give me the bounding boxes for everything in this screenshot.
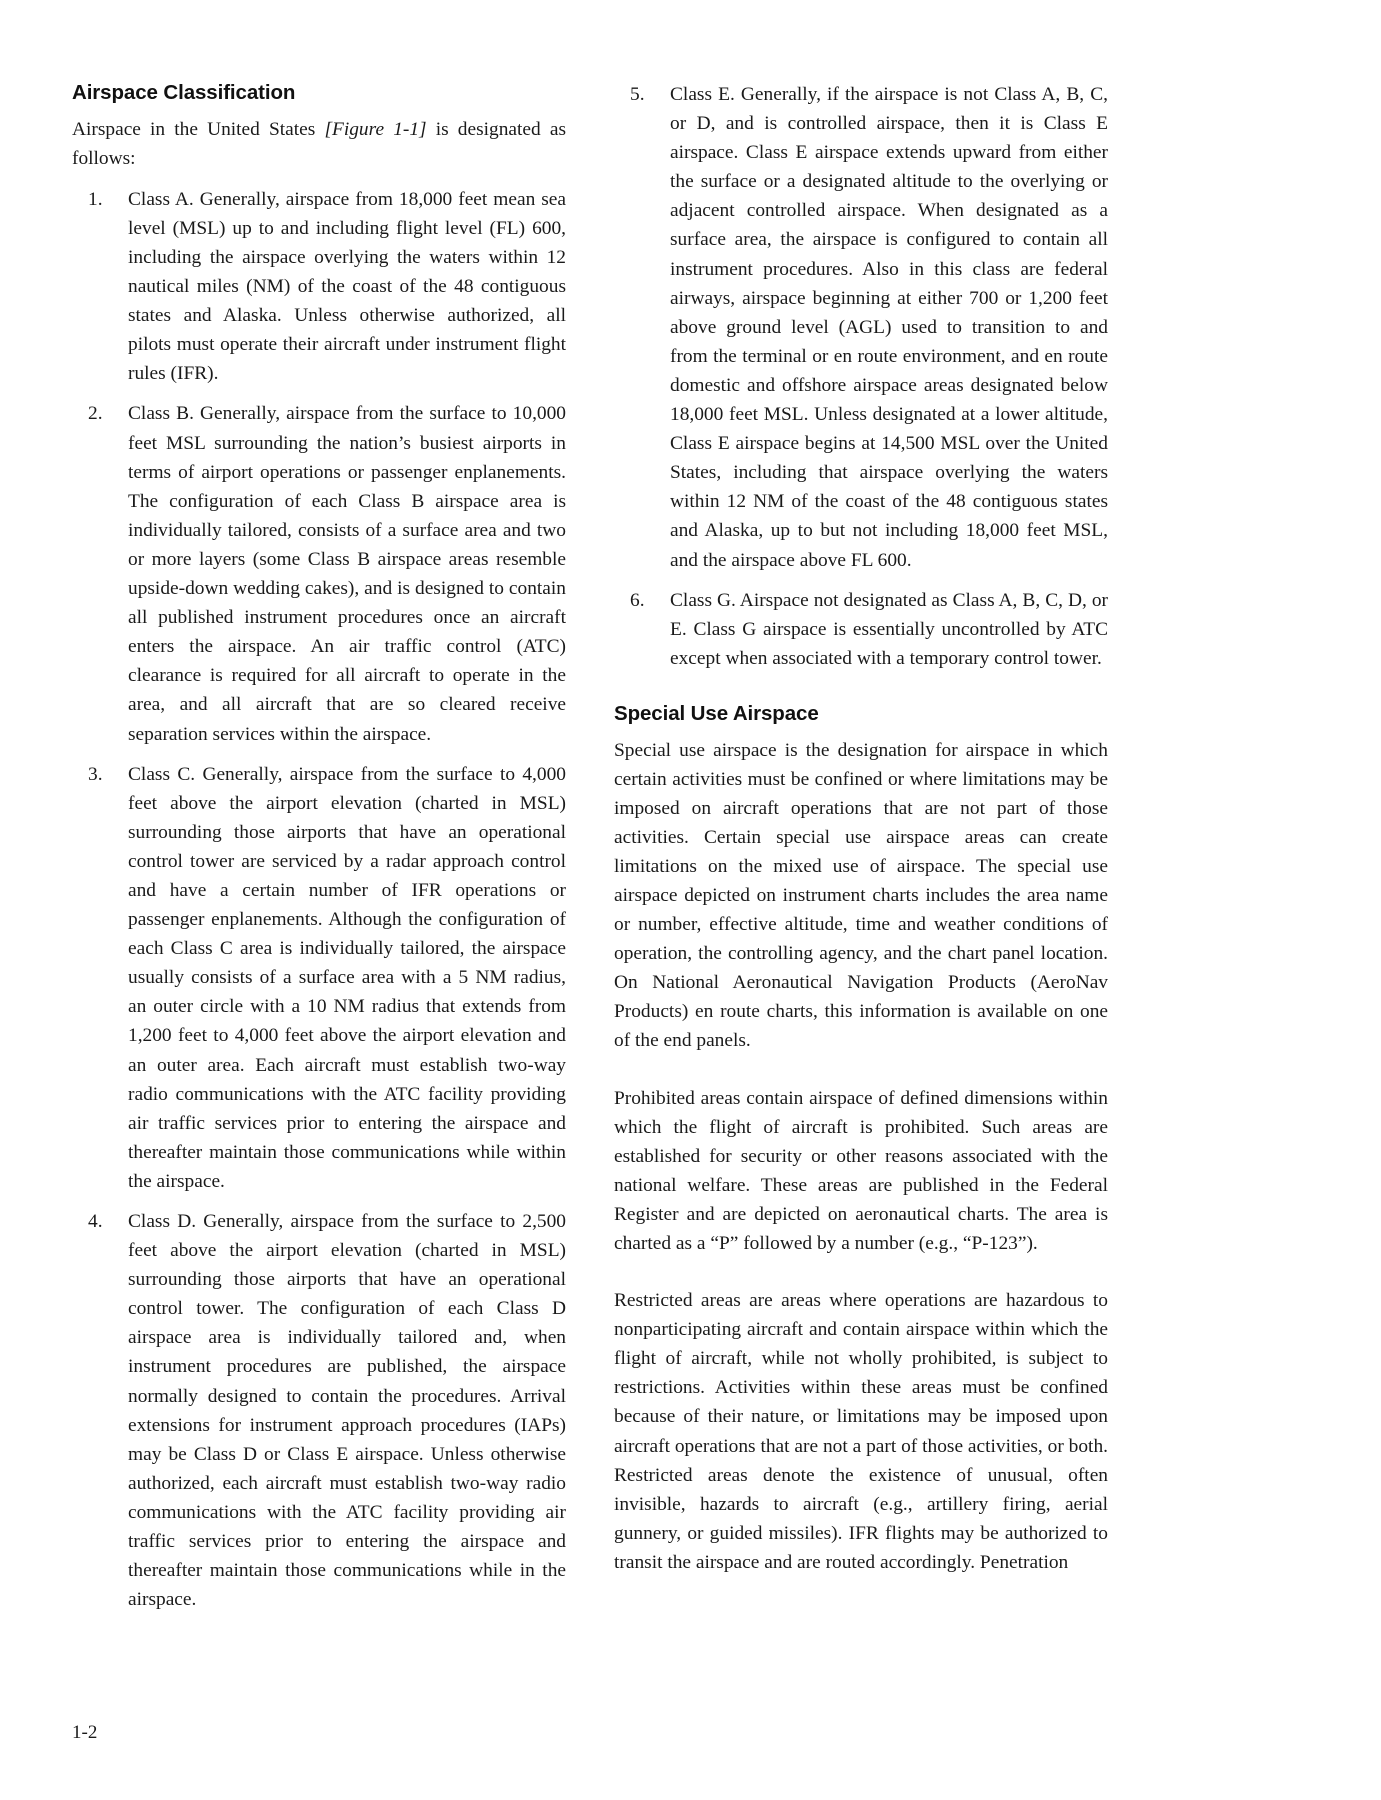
page-number: 1-2 xyxy=(72,1722,98,1743)
intro-text-after-figure-reference: is designated as follows: xyxy=(72,118,567,169)
figure-reference: [Figure 1-1] xyxy=(324,118,427,140)
list-item xyxy=(72,1207,566,1614)
list-item-text: Class B. Generally, airspace from the surface to 10,000 feet MSL surrounding the nation’s busiest airports in terms of airport operations or passenger enplanements. The configuration of each Class B airspace area is individually tailored, consists of a surface area and two or more layers (some Class B airspace areas resemble upside-down wedding cakes), and is designed to contain all published instrument procedures once an aircraft enters the airspace. An air traffic control (ATC) clearance is required for all aircraft to operate in the area, and all aircraft that are so cleared receive separation services within the airspace. xyxy=(128,403,566,745)
special-use-airspace-heading: Special Use Airspace xyxy=(614,701,819,725)
list-item xyxy=(72,185,566,389)
list-item-marker: 6. xyxy=(630,589,645,611)
list-item xyxy=(614,80,1108,575)
list-item-text: Class E. Generally, if the airspace is not Class A, B, C, or D, and is controlled airspace, then it is Class E airspace. Class E airspace extends upward from either the surface or a designated altitude to the overlying or adjacent controlled airspace. When designated as a surface area, the airspace is configured to contain all instrument procedures. Also in this class are federal airways, airspace beginning at either 700 or 1,200 feet above ground level (AGL) used to transition to and from the terminal or en route environment, and en route domestic and offshore airspace areas designated below 18,000 feet MSL. Unless designated at a lower altitude, Class E airspace begins at 14,500 MSL over the United States, including that airspace overlying the waters within 12 NM of the coast of the 48 contiguous states and Alaska, up to but not including 18,000 feet MSL, and the airspace above FL 600. xyxy=(670,84,1108,571)
airspace-classification-heading: Airspace Classification xyxy=(72,81,296,104)
left-column xyxy=(72,80,566,1614)
list-item-marker: 4. xyxy=(88,1211,103,1232)
special-use-airspace-paragraph: Special use airspace is the designation for airspace in which certain activities must be confined or where limitations may be imposed on aircraft operations that are not part of those activities. Certain special use airspace areas can create limitations on the mixed use of airspace. The special use airspace depicted on instrument charts includes the area name or number, effective altitude, time and weather conditions of operation, the controlling agency, and the chart panel location. On National Aeronautical Navigation Products (AeroNav Products) en route charts, this information is available on one of the end panels. xyxy=(614,739,1108,1052)
list-item-marker: 1. xyxy=(88,188,103,210)
prohibited-areas-paragraph: Prohibited areas contain airspace of defined dimensions within which the flight of aircraft is prohibited. Such areas are established for security or other reasons associated with the national welfare. These areas are published in the Federal Register and are depicted on aeronautical charts. The area is charted as a “P” followed by a number (e.g., “P-123”). xyxy=(614,1087,1108,1254)
two-column-layout xyxy=(72,80,1309,1614)
airspace-classification-intro xyxy=(72,115,566,173)
list-item xyxy=(614,586,1108,673)
list-item xyxy=(72,399,566,748)
list-item-marker: 5. xyxy=(630,84,645,105)
list-item-text: Class C. Generally, airspace from the surface to 4,000 feet above the airport elevation (charted in MSL) surrounding those airports that have an operational control tower are serviced by a radar approach control and have a certain number of IFR operations or passenger enplanements. Although the configuration of each Class C area is individually tailored, the airspace usually consists of a surface area with a 5 NM radius, an outer circle with a 10 NM radius that extends from 1,200 feet to 4,000 feet above the airport elevation and an outer area. Each aircraft must establish two-way radio communications with the ATC facility providing air traffic services prior to entering the airspace and thereafter maintain those communications while within the airspace. xyxy=(128,763,566,1192)
intro-text-before-figure-reference: Airspace in the United States xyxy=(72,118,325,140)
airspace-class-list-left xyxy=(72,185,566,1615)
list-item-marker: 2. xyxy=(88,403,103,425)
list-item-marker: 3. xyxy=(88,763,103,785)
list-item-text: Class D. Generally, airspace from the surface to 2,500 feet above the airport elevation (charted in MSL) surrounding those airports that have an operational control tower. The configuration of each Class D airspace area is individually tailored and, when instrument procedures are published, the airspace normally designed to contain the procedures. Arrival extensions for instrument approach procedures (IAPs) may be Class D or Class E airspace. Unless otherwise authorized, each aircraft must establish two-way radio communications with the ATC facility providing air traffic services prior to entering the airspace and thereafter maintain those communications while in the airspace. xyxy=(128,1211,566,1611)
airspace-class-list-right xyxy=(614,80,1108,673)
list-item-text: Class G. Airspace not designated as Class A, B, C, D, or E. Class G airspace is essentially uncontrolled by ATC except when associated with a temporary control tower. xyxy=(670,589,1108,669)
right-column xyxy=(614,80,1108,1577)
restricted-areas-paragraph: Restricted areas are areas where operations are hazardous to nonparticipating aircraft and contain airspace within which the flight of aircraft, while not wholly prohibited, is subject to restrictions. Activities within these areas must be confined because of their nature, or limitations may be imposed upon aircraft operations that are not a part of those activities, or both. Restricted areas denote the existence of unusual, often invisible, hazards to aircraft (e.g., artillery firing, aerial gunnery, or guided missiles). IFR flights may be authorized to transit the airspace and are routed accordingly. Penetration xyxy=(614,1290,1108,1573)
list-item xyxy=(72,760,566,1196)
list-item-text: Class A. Generally, airspace from 18,000 feet mean sea level (MSL) up to and including flight level (FL) 600, including the airspace overlying the waters within 12 nautical miles (NM) of the coast of the 48 contiguous states and Alaska. Unless otherwise authorized, all pilots must operate their aircraft under instrument flight rules (IFR). xyxy=(128,188,566,385)
